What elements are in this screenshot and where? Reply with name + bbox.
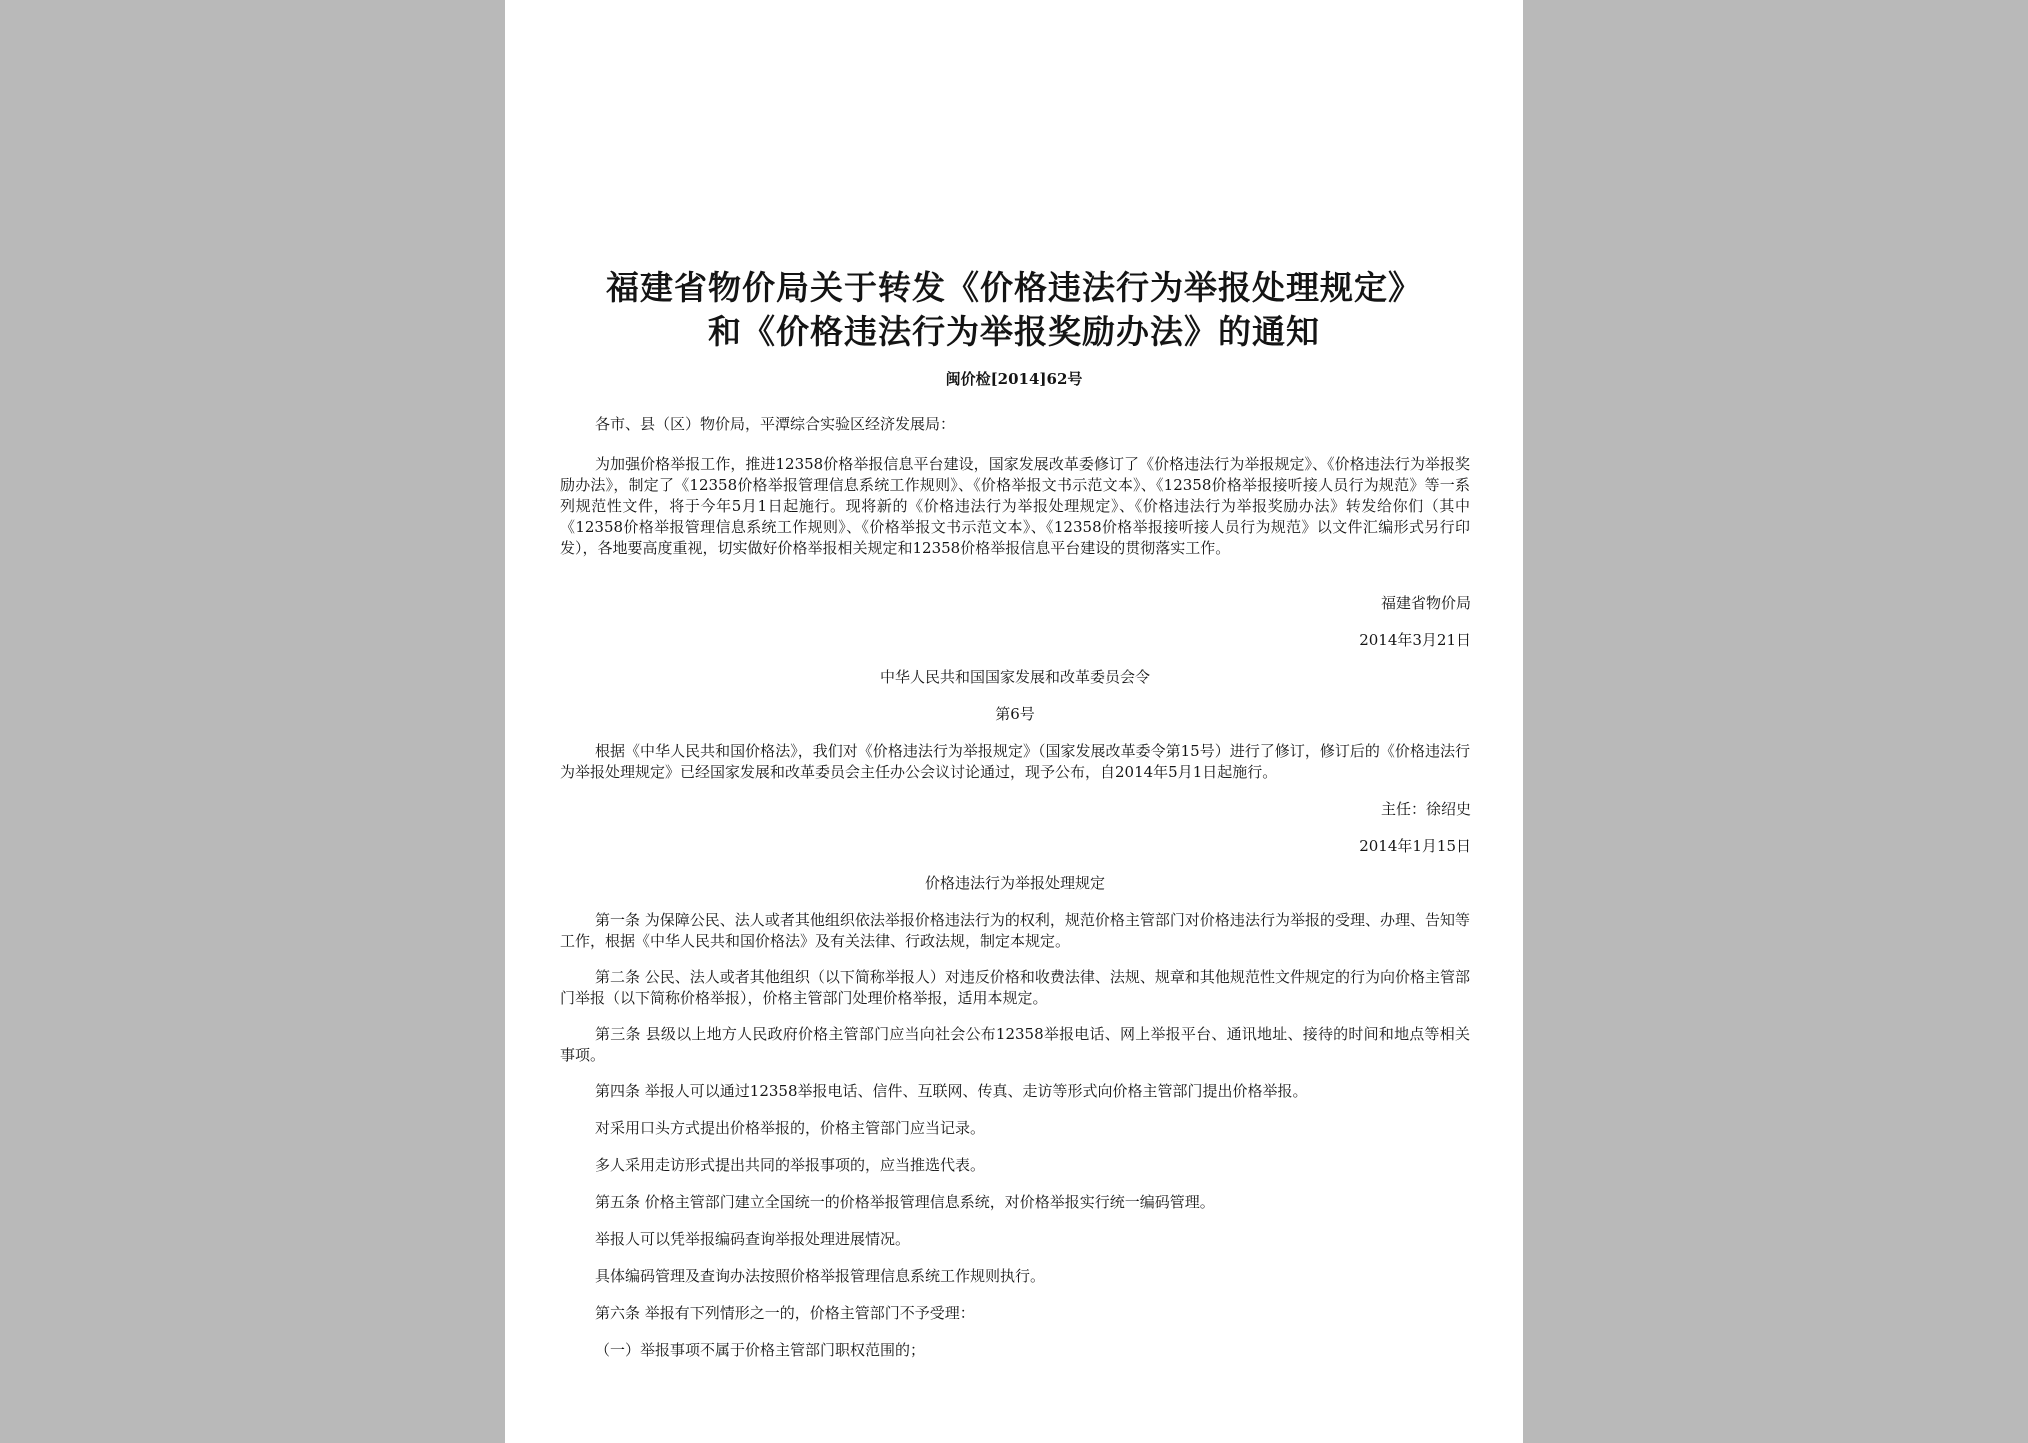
article-4-paragraph-2: 对采用口头方式提出价格举报的，价格主管部门应当记录。 (595, 1119, 986, 1137)
article-2: 第二条 公民、法人或者其他组织（以下简称举报人）对违反价格和收费法律、法规、规章和其他规范性文件规定的行为向价格主管部门举报（以下简称价格举报），价格主管部门处理价格举报，适用本规定。 (560, 968, 1470, 1007)
order-paragraph: 根据《中华人民共和国价格法》，我们对《价格违法行为举报规定》（国家发展改革委令第15号）进行了修订，修订后的《价格违法行为举报处理规定》已经国家发展和改革委员会主任办公会议讨论通过，现予公布，自2014年5月1日起施行。 (560, 742, 1470, 781)
director-signature: 主任：徐绍史 (1380, 800, 1471, 818)
order-number: 第6号 (995, 705, 1035, 723)
issuer: 福建省物价局 (1380, 594, 1471, 612)
intro-paragraph: 为加强价格举报工作，推进12358价格举报信息平台建设，国家发展改革委修订了《价格违法行为举报规定》、《价格违法行为举报奖励办法》，制定了《12358价格举报管理信息系统工作规则》、《价格举报文书示范文本》、《12358价格举报接听接人员行为规范》等一系列规范性文件，将于今年5月1日起施行。现将新的《价格违法行为举报处理规定》、《价格违法行为举报奖励办法》转发给你们（其中《12358价格举报管理信息系统工作规则》、《价格举报文书示范文本》、《12358价格举报接听接人员行为规范》以文件汇编形式另行印发），各地要高度重视，切实做好价格举报相关规定和12358价格举报信息平台建设的贯彻落实工作。 (560, 455, 1470, 557)
document-title-line2: 和《价格违法行为举报奖励办法》的通知 (708, 312, 1320, 351)
order-date: 2014年1月15日 (1359, 837, 1471, 855)
article-3: 第三条 县级以上地方人民政府价格主管部门应当向社会公布12358举报电话、网上举报平台、通讯地址、接待的时间和地点等相关事项。 (560, 1025, 1470, 1064)
issue-date: 2014年3月21日 (1359, 631, 1471, 649)
article-6: 第六条 举报有下列情形之一的，价格主管部门不予受理： (595, 1304, 975, 1322)
article-4: 第四条 举报人可以通过12358举报电话、信件、互联网、传真、走访等形式向价格主管部门提出价格举报。 (595, 1082, 1308, 1100)
order-title: 中华人民共和国国家发展和改革委员会令 (879, 668, 1150, 686)
article-6-item-1: （一）举报事项不属于价格主管部门职权范围的； (595, 1341, 926, 1359)
article-5-paragraph-2: 举报人可以凭举报编码查询举报处理进展情况。 (595, 1230, 911, 1248)
article-1: 第一条 为保障公民、法人或者其他组织依法举报价格违法行为的权利，规范价格主管部门对价格违法行为举报的受理、办理、告知等工作，根据《中华人民共和国价格法》及有关法律、行政法规，制定本规定。 (560, 911, 1470, 950)
document-page (505, 0, 1523, 1443)
regulation-title: 价格违法行为举报处理规定 (924, 874, 1105, 892)
document-number: 闽价检[2014]62号 (945, 370, 1083, 388)
article-4-paragraph-3: 多人采用走访形式提出共同的举报事项的，应当推选代表。 (595, 1156, 986, 1174)
article-5: 第五条 价格主管部门建立全国统一的价格举报管理信息系统，对价格举报实行统一编码管理。 (595, 1193, 1215, 1211)
article-5-paragraph-3: 具体编码管理及查询办法按照价格举报管理信息系统工作规则执行。 (595, 1267, 1046, 1285)
document-title-line1: 福建省物价局关于转发《价格违法行为举报处理规定》 (606, 268, 1422, 307)
salutation: 各市、县（区）物价局，平潭综合实验区经济发展局： (595, 415, 956, 433)
